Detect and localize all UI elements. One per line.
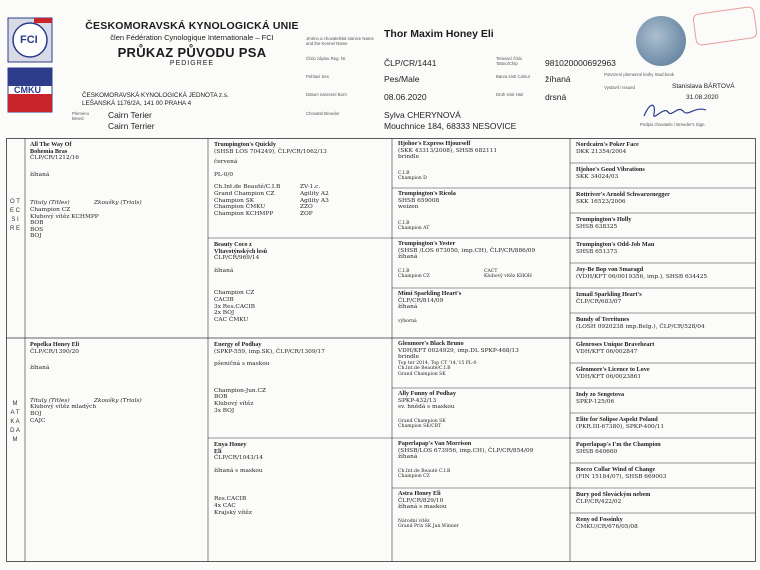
title-line: 3x BOJ	[214, 407, 235, 414]
sire-trials-label: Zkoušky (Trials)	[94, 200, 142, 207]
ancestor-name: Bury pod Slováckým nebem	[576, 491, 651, 498]
sire-name: All The Way Of Bohemia Bras	[30, 141, 72, 155]
ancestor-titles	[398, 519, 566, 530]
title-line: BOB	[30, 220, 44, 227]
gen4-cell	[576, 292, 752, 305]
ancestor-reg: ČLP/CR/829/10	[398, 497, 444, 504]
gen4-cell	[576, 317, 752, 330]
ancestor-reg: (PKR.III-67380), SPKP-400/11	[576, 423, 665, 430]
ancestor-name: Trumpington's Quickly	[214, 141, 276, 148]
ancestor-name: Energy of Podhay	[214, 341, 262, 348]
ancestor-colour: žíhaná	[398, 254, 418, 261]
ancestor-titles	[214, 388, 388, 414]
title-line: Klubový vítěz	[214, 400, 254, 407]
issue-date: 31.08.2020	[686, 94, 719, 101]
logo-fci-text: FCI	[20, 34, 38, 46]
coat: drsná	[545, 92, 567, 102]
ancestor-reg: VDH/KFT 0024929, imp.DL SPKP-468/13	[398, 347, 519, 354]
title-line: Grand Champion SK	[398, 418, 446, 424]
ancestor-reg: (SHSB/LOS 673956, imp.CH), ČLP/CR/854/09	[398, 447, 534, 454]
logo-cmku-text: ČMKU	[14, 85, 41, 95]
ancestor-titles	[214, 496, 388, 516]
ancestor-name: Rocco Collar Wind of Change	[576, 466, 656, 473]
sire-colour: žíhaná	[30, 171, 50, 178]
ancestor-name: Hjohoe's Express Hjourself	[398, 140, 471, 147]
title-line: Krajský vítěz	[214, 509, 252, 516]
ancestor-reg: SKK 34024/03	[576, 173, 619, 180]
ancestor-reg: ČLP/CR/683/07	[576, 298, 622, 305]
ancestor-name: Nordcairn's Poker Face	[576, 141, 639, 148]
address-line: ČESKOMORAVSKÁ KYNOLOGICKÁ JEDNOTA z.s.	[82, 92, 229, 99]
gen3-cell	[398, 141, 566, 182]
title-line: Champion CZ	[398, 474, 430, 480]
ancestor-colour: žíhaná s maskou	[214, 467, 263, 474]
ancestor-name: Enya Honey Eli	[214, 441, 247, 455]
ancestor-reg: SHSB 659008	[398, 197, 440, 204]
title-line: CAC ČMKU	[214, 316, 249, 323]
breeder-address: Mouchnice 184, 68333 NESOVICE	[384, 121, 517, 131]
title-line: CACT	[484, 268, 498, 274]
side-label-sire: O T E C S I R E	[10, 199, 21, 232]
chip-number: 981020000692963	[545, 58, 616, 68]
gen3-cell	[398, 191, 566, 232]
ancestor-colour: žíhaná s maskou	[398, 504, 447, 511]
sex: Pes/Male	[384, 74, 420, 84]
ancestor-titles	[398, 269, 566, 281]
ancestor-reg: ČLP/CR/1043/14	[214, 455, 263, 462]
issuer-name: Stanislava BÁRTOVÁ	[672, 83, 735, 90]
title-line: Ch.Int.de Beauté/C.I.B	[214, 184, 281, 191]
sire-titles	[30, 207, 204, 240]
title-line: Champion CZ	[214, 290, 255, 297]
dam-titles	[30, 404, 204, 424]
ancestor-reg: (VDH/KFT 06/0019356, imp.), SHSB 634425	[576, 273, 708, 280]
gen4-cell	[576, 392, 752, 405]
title-line: Grand Champion SK	[398, 371, 446, 377]
ancestor-reg: VDH/KFT 06/0023861	[576, 373, 642, 380]
title-line: CAJC	[30, 417, 46, 424]
title-line: 4x CAC	[214, 502, 236, 509]
ancestor-reg: ČLP/CR/969/14	[214, 255, 260, 262]
trial-line: Agility A2	[300, 190, 329, 197]
title-line: Champion D	[398, 176, 427, 182]
ancestor-reg: (LOSH 0920238 imp.Belg.), ČLP/CR/528/04	[576, 323, 705, 330]
ancestor-name: Reny od Fossinky	[576, 516, 623, 523]
gen3-cell	[398, 291, 566, 324]
gen3-cell	[398, 241, 566, 281]
reg-number: ČLP/CR/1441	[384, 58, 437, 68]
ancestor-name: Indy zo Sengetova	[576, 391, 625, 398]
title-line: C.I.B	[398, 268, 410, 274]
ancestor-reg: (SHSB LOS 704249), ČLP/CR/1062/13	[214, 148, 327, 155]
ancestor-colour: sv. hnědá s maskou	[398, 404, 455, 411]
title-line: BOB	[214, 394, 228, 401]
dam-titles-label: Tituly (Titles)	[30, 397, 70, 404]
ancestor-colour: pšeničná s maskou	[214, 361, 270, 368]
dam-colour: žíhaná	[30, 365, 50, 372]
gen3-cell	[398, 341, 566, 377]
ancestor-trials	[300, 184, 329, 217]
title-line: Národní vítěz	[398, 518, 430, 524]
ancestor-name: Glenroses Unique Braveheart	[576, 341, 655, 348]
ancestor-colour: weizen	[398, 204, 419, 211]
ancestor-name: Trumpington's Ricola	[398, 190, 456, 197]
dog-name: Thor Maxim Honey Eli	[384, 28, 494, 40]
title-line: Champion SK	[214, 197, 255, 204]
signature-scribble	[640, 100, 710, 122]
ancestor-reg: (SHSB /LOS 673050, imp.CH), ČLP/CR/886/09	[398, 247, 536, 254]
breeder-name: Sylva CHERYNOVÁ	[384, 110, 461, 120]
trial-line: ZV-1.c.	[300, 184, 321, 191]
ancestor-titles	[398, 469, 566, 480]
ancestor-reg: (FIN 15184/07), SHSB 669003	[576, 473, 667, 480]
ancestor-name: Glenmore's Black Bruno	[398, 340, 464, 347]
ancestor-titles	[214, 184, 280, 217]
gen4-cell	[576, 367, 752, 380]
ancestor-name: Rottriver's Arnold Schwarzenegger	[576, 191, 670, 198]
ancestor-name: Glenmore's Licence to Love	[576, 366, 650, 373]
ancestor-reg: ČMKU/CR/676/05/08	[576, 523, 638, 530]
ancestor-titles	[214, 290, 388, 323]
label-colour: Barva srsti Colour	[496, 74, 531, 79]
gen2-cell	[214, 142, 388, 218]
sire-titles-label: Tituly (Titles)	[30, 200, 70, 207]
label-stud-book: Potvrzení plemenné knihy Stud book	[604, 72, 674, 77]
title-line: C.I.B	[398, 220, 410, 226]
ancestor-name: Ally Funny of Podhay	[398, 390, 456, 397]
dam-reg: ČLP/CR/1390/20	[30, 348, 79, 355]
title-line: Champion SK/CRT	[398, 424, 442, 430]
title-line: Klubový vítěz mladých	[30, 404, 97, 411]
side-label-dam: M A T K A D A M	[10, 401, 20, 443]
trial-line: ZZO	[300, 204, 313, 211]
ancestor-reg: ČLP/CR/422/02	[576, 498, 622, 505]
label-breeder: Chovatel Breeder	[306, 111, 340, 116]
gen4-cell	[576, 442, 752, 455]
dam-cell	[30, 342, 204, 424]
pedigree-grid	[6, 138, 756, 562]
label-coat: Druh srsti Hair	[496, 92, 524, 97]
fci-cmku-logo	[6, 12, 62, 130]
title-line: Grand Champion CZ	[214, 190, 275, 197]
gen4-cell	[576, 467, 752, 480]
ancestor-reg: (SKK 43313/2008), SHSB 682111	[398, 147, 498, 154]
ancestor-name: Elite for Solipse Aspekt Poland	[576, 416, 658, 423]
org-member: člen Fédération Cynologique Internationale – FCI	[110, 33, 274, 42]
gen4-cell	[576, 242, 752, 255]
ancestor-titles	[398, 171, 566, 182]
colour: žíhaná	[545, 74, 571, 84]
gen4-cell	[576, 142, 752, 155]
ancestor-name: Mimi Sparkling Heart's	[398, 290, 462, 297]
title-line: CACIB	[214, 296, 234, 303]
ancestor-titles	[398, 419, 566, 430]
sire-reg: ČLP/CR/1212/16	[30, 155, 79, 162]
ancestor-reg: SHSB 640660	[576, 448, 618, 455]
label-breeder-sign: Podpis chovatele / Breeder's Sign.	[640, 122, 706, 127]
ancestor-name: Hjohoe's Good Vibrations	[576, 166, 645, 173]
ancestor-colour: žíhaná	[398, 454, 418, 461]
label-issued: Vystavil / Issued	[604, 85, 635, 90]
ancestor-name: Bundy of Territunes	[576, 316, 630, 323]
gen3-cell	[398, 491, 566, 530]
gen4-cell	[576, 217, 752, 230]
title-line: Klubový vítěz KHOH	[484, 274, 532, 280]
ancestor-reg: SKK 16523/2006	[576, 198, 626, 205]
doc-subtitle: PEDIGREE	[169, 60, 215, 67]
ancestor-health: PL-0/0	[214, 171, 234, 178]
label-regno: Číslo zápisu Reg. Nr.	[306, 56, 347, 61]
gen3-cell	[398, 391, 566, 430]
ancestor-colour: žíhaná	[214, 267, 234, 274]
ancestor-reg: VDH/KFT 06/002847	[576, 348, 638, 355]
title-line: 3x Res.CACIB	[214, 303, 256, 310]
doc-title: PRŮKAZ PŮVODU PSA	[117, 45, 267, 60]
title-line: Champion KCHMPP	[214, 210, 274, 217]
gen2-cell	[214, 342, 388, 414]
ancestor-titles	[398, 221, 566, 232]
title-line: Champion CZ	[398, 274, 430, 280]
dam-name: Popelka Honey Eli	[30, 341, 80, 348]
gen4-cell	[576, 167, 752, 180]
ancestor-reg: DKK 21354/2004	[576, 148, 627, 155]
date-of-birth: 08.06.2020	[384, 92, 427, 102]
official-seal	[636, 16, 686, 66]
ancestor-name: Joy-Be Bop von Smaragd	[576, 266, 644, 273]
title-line: 2x BOJ	[214, 310, 235, 317]
ancestor-titles	[398, 361, 566, 377]
gen2-cell	[214, 442, 388, 516]
ancestor-colour: červená	[214, 159, 238, 166]
ancestor-name: Beauty Coco z Vltavotýnských lesů	[214, 241, 268, 255]
title-line: BOJ	[30, 410, 42, 417]
ancestor-name: Izmail Sparkling Heart's	[576, 291, 642, 298]
gen4-cell	[576, 517, 752, 530]
sire-cell	[30, 142, 204, 240]
label-name: Jméno a chovatelská stanice Name and the Kennel Name	[306, 36, 374, 46]
title-line: C.I.B	[398, 170, 410, 176]
title-line: Champion-Jun.CZ	[214, 387, 266, 394]
label-breed: Plemeno Breed	[72, 111, 89, 121]
ancestor-reg: SPKP-125/06	[576, 398, 615, 405]
ancestor-reg: SPKP-432/13	[398, 397, 437, 404]
ancestor-name: Trumpington's Odd-Job Man	[576, 241, 655, 248]
breed-en: Cairn Terrier	[108, 121, 155, 131]
ancestor-colour: brindle	[398, 354, 420, 361]
title-line: Grand Prix SK Jan.Winner	[398, 524, 459, 530]
gen4-cell	[576, 417, 752, 430]
title-line: Champion AT	[398, 226, 430, 232]
title-line: Top ter 2014, Top CT '14,'15 PL-0	[398, 360, 477, 366]
label-sex: Pohlaví Sex	[306, 74, 329, 79]
ancestor-reg: ČLP/CR/814/09	[398, 297, 444, 304]
gen4-cell	[576, 492, 752, 505]
gen4-cell	[576, 192, 752, 205]
dam-trials-label: Zkoušky (Trials)	[94, 397, 142, 404]
title-line: BOJ	[30, 233, 42, 240]
ancestor-name: Paperlapap's I'm the Champion	[576, 441, 661, 448]
ancestor-name: Astra Honey Eli	[398, 490, 441, 497]
breed-cz: Cairn Terier	[108, 110, 152, 120]
ancestor-reg: (SPKP-559, imp.SK), ČLP/CR/1309/17	[214, 348, 325, 355]
title-line: výborná	[398, 318, 417, 324]
label-tattoo: Tetovací číslo Tattoo/Chip	[496, 56, 523, 66]
org-name: ČESKOMORAVSKÁ KYNOLOGICKÁ UNIE	[85, 20, 299, 32]
ancestor-name: Trumpington's Holly	[576, 216, 632, 223]
ancestor-reg: SHSB 638325	[576, 223, 618, 230]
ancestor-colour: brindle	[398, 154, 420, 161]
ancestor-reg: SHSB 651373	[576, 248, 618, 255]
ancestor-titles	[398, 319, 566, 324]
title-line: Ch.Int.de Beauté C.I.B	[398, 468, 451, 474]
title-line: BOS	[30, 226, 44, 233]
issuer-block	[82, 20, 302, 67]
gen2-cell	[214, 242, 388, 323]
title-line: Ch.Int.de Beauté/C.I.B	[398, 366, 451, 372]
title-line: Champion CZ	[30, 206, 71, 213]
trial-line: ZOP	[300, 210, 313, 217]
issuer-address	[82, 92, 229, 108]
ancestor-colour: žíhaná	[398, 304, 418, 311]
title-line: Klubový vítěz KCHMPP	[30, 213, 99, 220]
title-line: Champion ČMKU	[214, 204, 266, 211]
label-dob: Datum narození Born	[306, 92, 347, 97]
stamp-mark	[692, 6, 758, 46]
gen4-cell	[576, 342, 752, 355]
address-line: LEŠANSKÁ 1176/2A, 141 00 PRAHA 4	[82, 100, 192, 107]
trial-line: Agility A3	[300, 197, 329, 204]
gen4-cell	[576, 267, 752, 280]
title-line: Res.CACIB	[214, 496, 247, 503]
ancestor-name: Trumpington's Yester	[398, 240, 456, 247]
gen3-cell	[398, 441, 566, 480]
ancestor-name: Paperlapap's Van Morrison	[398, 440, 472, 447]
